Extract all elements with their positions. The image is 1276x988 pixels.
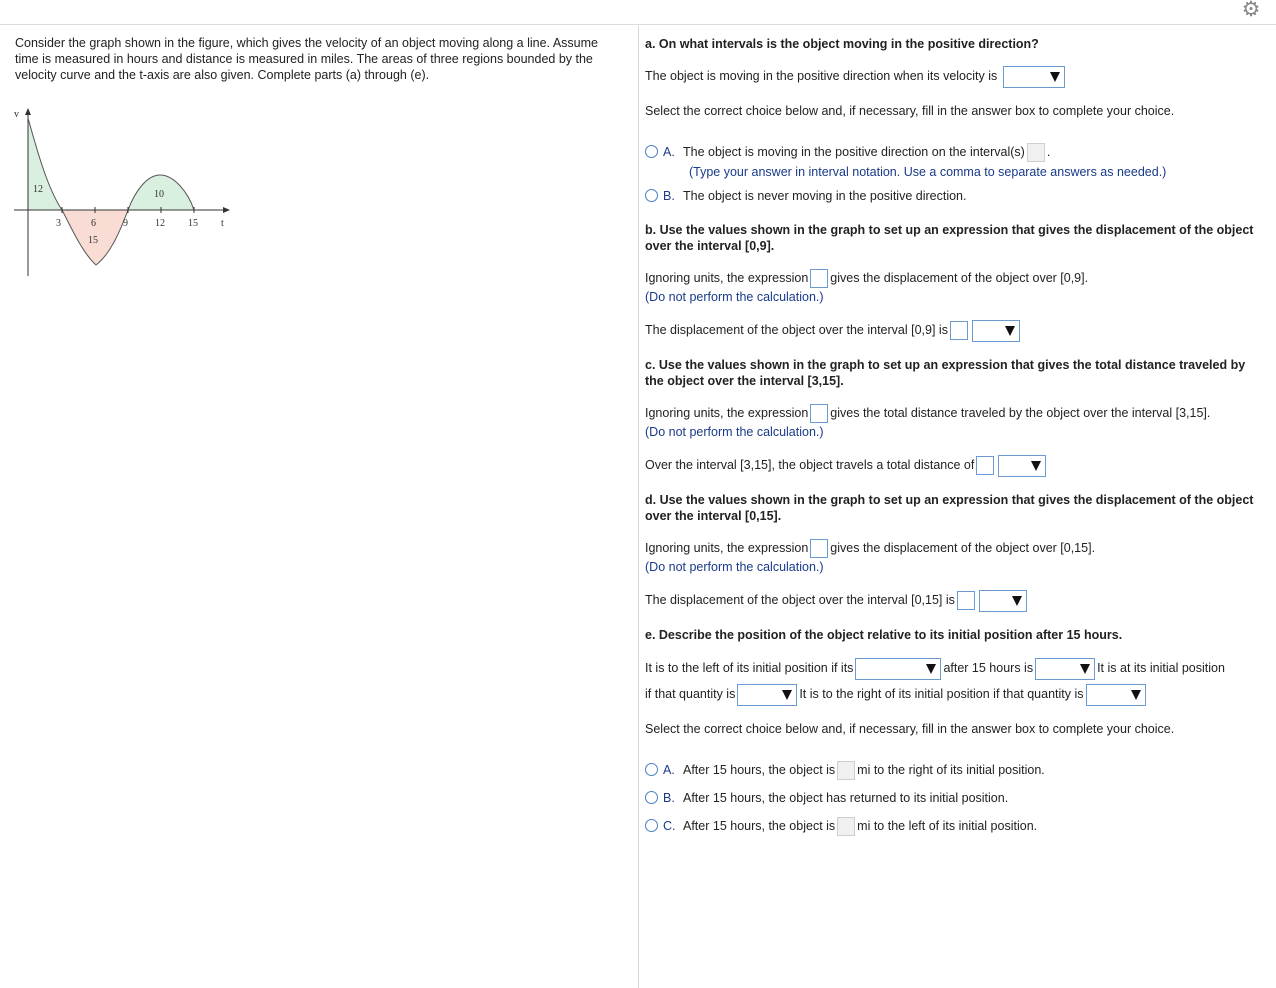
area-label-12: 12	[33, 184, 43, 195]
velocity-graph	[6, 104, 246, 284]
part-e-choice-c-before: After 15 hours, the object is	[683, 819, 836, 833]
part-a-statement	[645, 65, 1067, 88]
part-e-choice-b[interactable]	[645, 790, 1008, 806]
dropdown-arrow-icon	[1080, 664, 1090, 674]
part-e-right-condition-dropdown[interactable]	[1086, 684, 1146, 706]
part-b-hint: (Do not perform the calculation.)	[645, 290, 824, 304]
v-axis-arrow	[25, 108, 31, 115]
part-a-choice-a-text: The object is moving in the positive direction on the interval(s)	[683, 145, 1025, 159]
part-d-result	[645, 589, 1029, 612]
part-c-hint: (Do not perform the calculation.)	[645, 425, 824, 439]
tick-label-3: 3	[56, 218, 61, 229]
tick-label-15: 15	[188, 218, 198, 229]
part-b-displacement-input[interactable]	[950, 321, 968, 340]
tick-label-6: 6	[91, 218, 96, 229]
part-e-s2: after 15 hours is	[943, 661, 1034, 675]
part-e-choice-c-radio[interactable]	[645, 819, 658, 832]
part-c-expression	[645, 402, 1210, 424]
part-d-hint: (Do not perform the calculation.)	[645, 560, 824, 574]
part-a-choice-b-text: The object is never moving in the positive direction.	[683, 189, 967, 203]
part-a-choice-a-hint: (Type your answer in interval notation. Use a comma to separate answers as needed.)	[689, 165, 1167, 179]
dropdown-arrow-icon	[1031, 461, 1041, 471]
area-label-10: 10	[154, 189, 164, 200]
t-axis-label: t	[221, 218, 224, 229]
dropdown-arrow-icon	[1131, 690, 1141, 700]
part-e-choice-b-text: After 15 hours, the object has returned to its initial position.	[683, 791, 1009, 805]
region-positive-1	[28, 118, 62, 210]
area-label-15: 15	[88, 235, 98, 246]
part-e-choice-a-after: mi to the right of its initial position.	[857, 763, 1045, 777]
part-e-choice-a-radio[interactable]	[645, 763, 658, 776]
choice-letter: C.	[663, 819, 676, 833]
part-b-expression	[645, 267, 1088, 289]
choice-letter: A.	[663, 145, 675, 159]
part-d-displacement-input[interactable]	[957, 591, 975, 610]
part-c-expr-suffix: gives the total distance traveled by the object over the interval [3,15].	[830, 406, 1211, 420]
part-e-select-prompt: Select the correct choice below and, if necessary, fill in the answer box to complete your choice.	[645, 722, 1175, 736]
tick-label-12: 12	[155, 218, 165, 229]
part-e-choice-c-after: mi to the left of its initial position.	[857, 819, 1038, 833]
part-e-s3: It is at its initial position	[1097, 661, 1225, 675]
part-b-direction-dropdown[interactable]	[972, 320, 1020, 342]
part-e-right-distance-input[interactable]	[837, 761, 855, 780]
part-e-question: e. Describe the position of the object relative to its initial position after 15 hours.	[645, 628, 1123, 642]
part-e-choice-c[interactable]	[645, 816, 1037, 836]
part-c-expression-input[interactable]	[810, 404, 828, 423]
part-b-result-text: The displacement of the object over the interval [0,9] is	[645, 323, 948, 337]
part-e-line-1	[645, 656, 1225, 680]
dropdown-arrow-icon	[1005, 326, 1015, 336]
part-e-s1: It is to the left of its initial position if its	[645, 661, 854, 675]
part-a-choice-b-radio[interactable]	[645, 189, 658, 202]
choice-letter: B.	[663, 189, 675, 203]
part-e-choice-a-before: After 15 hours, the object is	[683, 763, 836, 777]
dropdown-arrow-icon	[926, 664, 936, 674]
part-a-choice-a[interactable]	[645, 142, 1050, 162]
part-b-expression-input[interactable]	[810, 269, 828, 288]
part-e-left-condition-dropdown[interactable]	[1035, 658, 1095, 680]
dropdown-arrow-icon	[782, 690, 792, 700]
part-e-line-2	[645, 682, 1148, 706]
v-axis-label: v	[14, 109, 19, 120]
part-b-result	[645, 319, 1022, 342]
part-c-units-dropdown[interactable]	[998, 455, 1046, 477]
part-e-choice-a[interactable]	[645, 760, 1045, 780]
part-e-s5: It is to the right of its initial position if that quantity is	[799, 687, 1084, 701]
part-d-direction-dropdown[interactable]	[979, 590, 1027, 612]
part-a-question: a. On what intervals is the object moving in the positive direction?	[645, 37, 1039, 51]
part-e-s4: if that quantity is	[645, 687, 736, 701]
part-b-expr-suffix: gives the displacement of the object over [0,9].	[830, 271, 1089, 285]
part-d-question: d. Use the values shown in the graph to set up an expression that gives the displacement of the object over the interval [0,15].	[645, 493, 1254, 523]
part-c-result	[645, 454, 1048, 477]
part-d-expr-prefix: Ignoring units, the expression	[645, 541, 809, 555]
part-e-zero-condition-dropdown[interactable]	[737, 684, 797, 706]
part-c-question: c. Use the values shown in the graph to set up an expression that gives the total distance traveled by the object over the interval [3,15].	[645, 358, 1246, 388]
part-d-expression	[645, 537, 1095, 559]
part-d-expression-input[interactable]	[810, 539, 828, 558]
part-d-result-text: The displacement of the object over the interval [0,15] is	[645, 593, 955, 607]
top-border	[0, 24, 1276, 25]
part-a-velocity-dropdown[interactable]	[1003, 66, 1065, 88]
part-a-choice-b[interactable]	[645, 188, 966, 204]
part-b-question: b. Use the values shown in the graph to set up an expression that gives the displacement of the object over the interval [0,9].	[645, 223, 1254, 253]
t-axis-arrow	[223, 207, 230, 213]
panel-divider	[638, 26, 639, 988]
part-c-result-text: Over the interval [3,15], the object travels a total distance of	[645, 458, 975, 472]
part-d-expr-suffix: gives the displacement of the object over [0,15].	[830, 541, 1096, 555]
dropdown-arrow-icon	[1050, 72, 1060, 82]
part-e-quantity-dropdown[interactable]	[855, 658, 941, 680]
part-c-distance-input[interactable]	[976, 456, 994, 475]
problem-statement: Consider the graph shown in the figure, which gives the velocity of an object moving along a line. Assume time is measured in hours and distance is measured in miles. The areas of three regions bounded by the velocity curve and the t-axis are also given. Complete parts (a) through (e).	[15, 36, 598, 82]
tick-label-9: 9	[123, 218, 128, 229]
dropdown-arrow-icon	[1012, 596, 1022, 606]
choice-letter: A.	[663, 763, 675, 777]
part-c-expr-prefix: Ignoring units, the expression	[645, 406, 809, 420]
part-a-select-prompt: Select the correct choice below and, if necessary, fill in the answer box to complete your choice.	[645, 104, 1175, 118]
gear-icon[interactable]: ⚙	[1241, 0, 1261, 21]
choice-letter: B.	[663, 791, 675, 805]
part-a-statement-text: The object is moving in the positive direction when its velocity is	[645, 69, 998, 83]
part-a-choice-a-radio[interactable]	[645, 145, 658, 158]
period-text: .	[1046, 145, 1051, 159]
part-b-expr-prefix: Ignoring units, the expression	[645, 271, 809, 285]
part-e-choice-b-radio[interactable]	[645, 791, 658, 804]
part-e-left-distance-input[interactable]	[837, 817, 855, 836]
part-a-interval-input[interactable]	[1027, 143, 1045, 162]
